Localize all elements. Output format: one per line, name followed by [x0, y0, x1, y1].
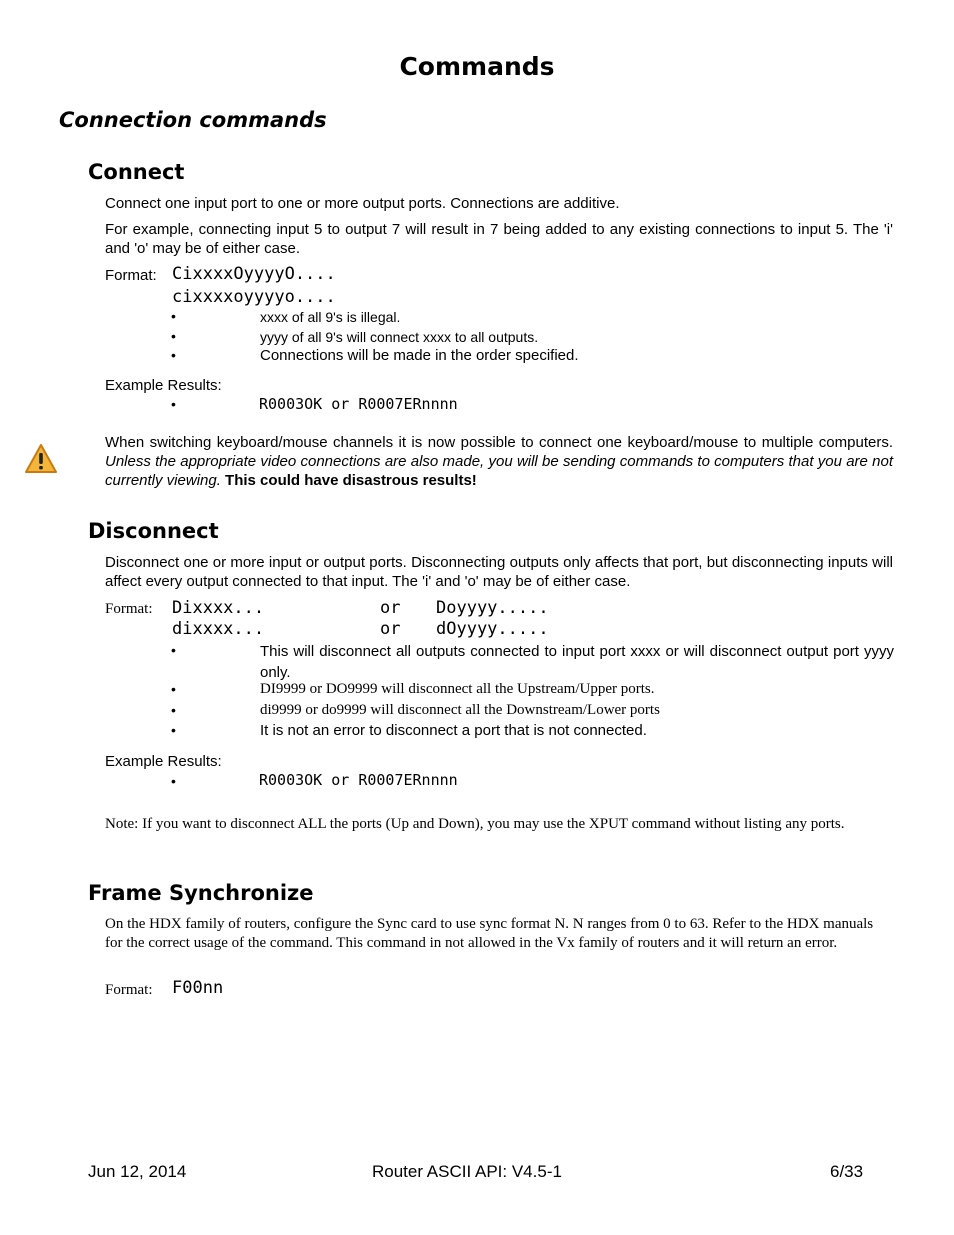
warning-italic-text: Unless the appropriate video connections are also made, you will be sending commands to computers that you are not currently viewing. — [105, 453, 893, 489]
warning-icon — [24, 443, 58, 475]
warning-bold-text: This could have disastrous results! — [220, 472, 477, 489]
disconnect-bullet-3: di9999 or do9999 will disconnect all the Downstream/Lower ports — [260, 702, 660, 718]
disconnect-para1: Disconnect one or more input or output ports. Disconnecting outputs only affects that port, but disconnecting inputs will affect every output connected to that input. The 'i' and 'o' may be of either case. — [105, 554, 893, 590]
disconnect-format-a2: dixxxx... — [172, 619, 265, 639]
bullet-marker: • — [171, 681, 176, 697]
page-title: Commands — [399, 52, 555, 81]
bullet-marker: • — [171, 347, 176, 363]
disconnect-format-b2: dOyyyy..... — [436, 619, 549, 639]
bullet-marker: • — [171, 396, 176, 412]
bullet-marker: • — [171, 642, 176, 658]
connect-warning — [105, 433, 893, 490]
bullet-marker: • — [171, 328, 176, 344]
section-title: Connection commands — [59, 108, 327, 132]
connect-para1: Connect one input port to one or more output ports. Connections are additive. — [105, 195, 620, 212]
connect-bullet-3: Connections will be made in the order specified. — [260, 347, 579, 364]
disconnect-format-or2: or — [380, 619, 401, 639]
bullet-marker: • — [171, 308, 176, 324]
disconnect-format-b1: Doyyyy..... — [436, 598, 549, 618]
disconnect-bullet-4: It is not an error to disconnect a port that is not connected. — [260, 722, 647, 739]
connect-bullet-2: yyyy of all 9's will connect xxxx to all outputs. — [260, 329, 539, 345]
footer-date: Jun 12, 2014 — [88, 1162, 187, 1181]
connect-heading: Connect — [88, 160, 185, 184]
disconnect-example-label: Example Results: — [105, 753, 222, 770]
disconnect-format-a1: Dixxxx... — [172, 598, 265, 618]
footer-page-number: 6/33 — [830, 1162, 864, 1181]
disconnect-format-or1: or — [380, 598, 401, 618]
connect-para2: For example, connecting input 5 to output 7 will result in 7 being added to any existing connections to input 5. The 'i' and 'o' may be of either case. — [105, 221, 893, 257]
frame-sync-format-label: Format: — [105, 982, 153, 998]
disconnect-bullet-1: This will disconnect all outputs connected to input port xxxx or will disconnect output port yyyy only. — [260, 643, 894, 681]
connect-example-label: Example Results: — [105, 377, 222, 394]
disconnect-heading: Disconnect — [88, 519, 219, 543]
bullet-marker: • — [171, 722, 176, 738]
bullet-marker: • — [171, 702, 176, 718]
disconnect-note: Note: If you want to disconnect ALL the ports (Up and Down), you may use the XPUT command without listing any ports. — [105, 816, 845, 832]
warning-text: When switching keyboard/mouse channels it is now possible to connect one keyboard/mouse to multiple computers. — [105, 434, 893, 451]
disconnect-bullet-2: DI9999 or DO9999 will disconnect all the Upstream/Upper ports. — [260, 681, 655, 697]
disconnect-format-label: Format: — [105, 601, 153, 617]
frame-sync-para1: On the HDX family of routers, configure the Sync card to use sync format N. N ranges from 0 to 63. Refer to the HDX manuals for the correct usage of the command. This command in not allowed in the Vx family of routers and it will return an error. — [105, 916, 874, 951]
bullet-marker: • — [171, 773, 176, 789]
connect-format-line2: cixxxxoyyyyo.... — [172, 287, 336, 307]
footer-doc-title: Router ASCII API: V4.5-1 — [372, 1162, 562, 1181]
frame-sync-heading: Frame Synchronize — [88, 881, 314, 905]
connect-format-label: Format: — [105, 267, 157, 284]
disconnect-example-value: R0003OK or R0007ERnnnn — [259, 771, 458, 789]
connect-example-value: R0003OK or R0007ERnnnn — [259, 395, 458, 413]
connect-format-line1: CixxxxOyyyyO.... — [172, 264, 336, 284]
frame-sync-format-value: F00nn — [172, 978, 224, 998]
connect-bullet-1: xxxx of all 9's is illegal. — [260, 309, 401, 325]
